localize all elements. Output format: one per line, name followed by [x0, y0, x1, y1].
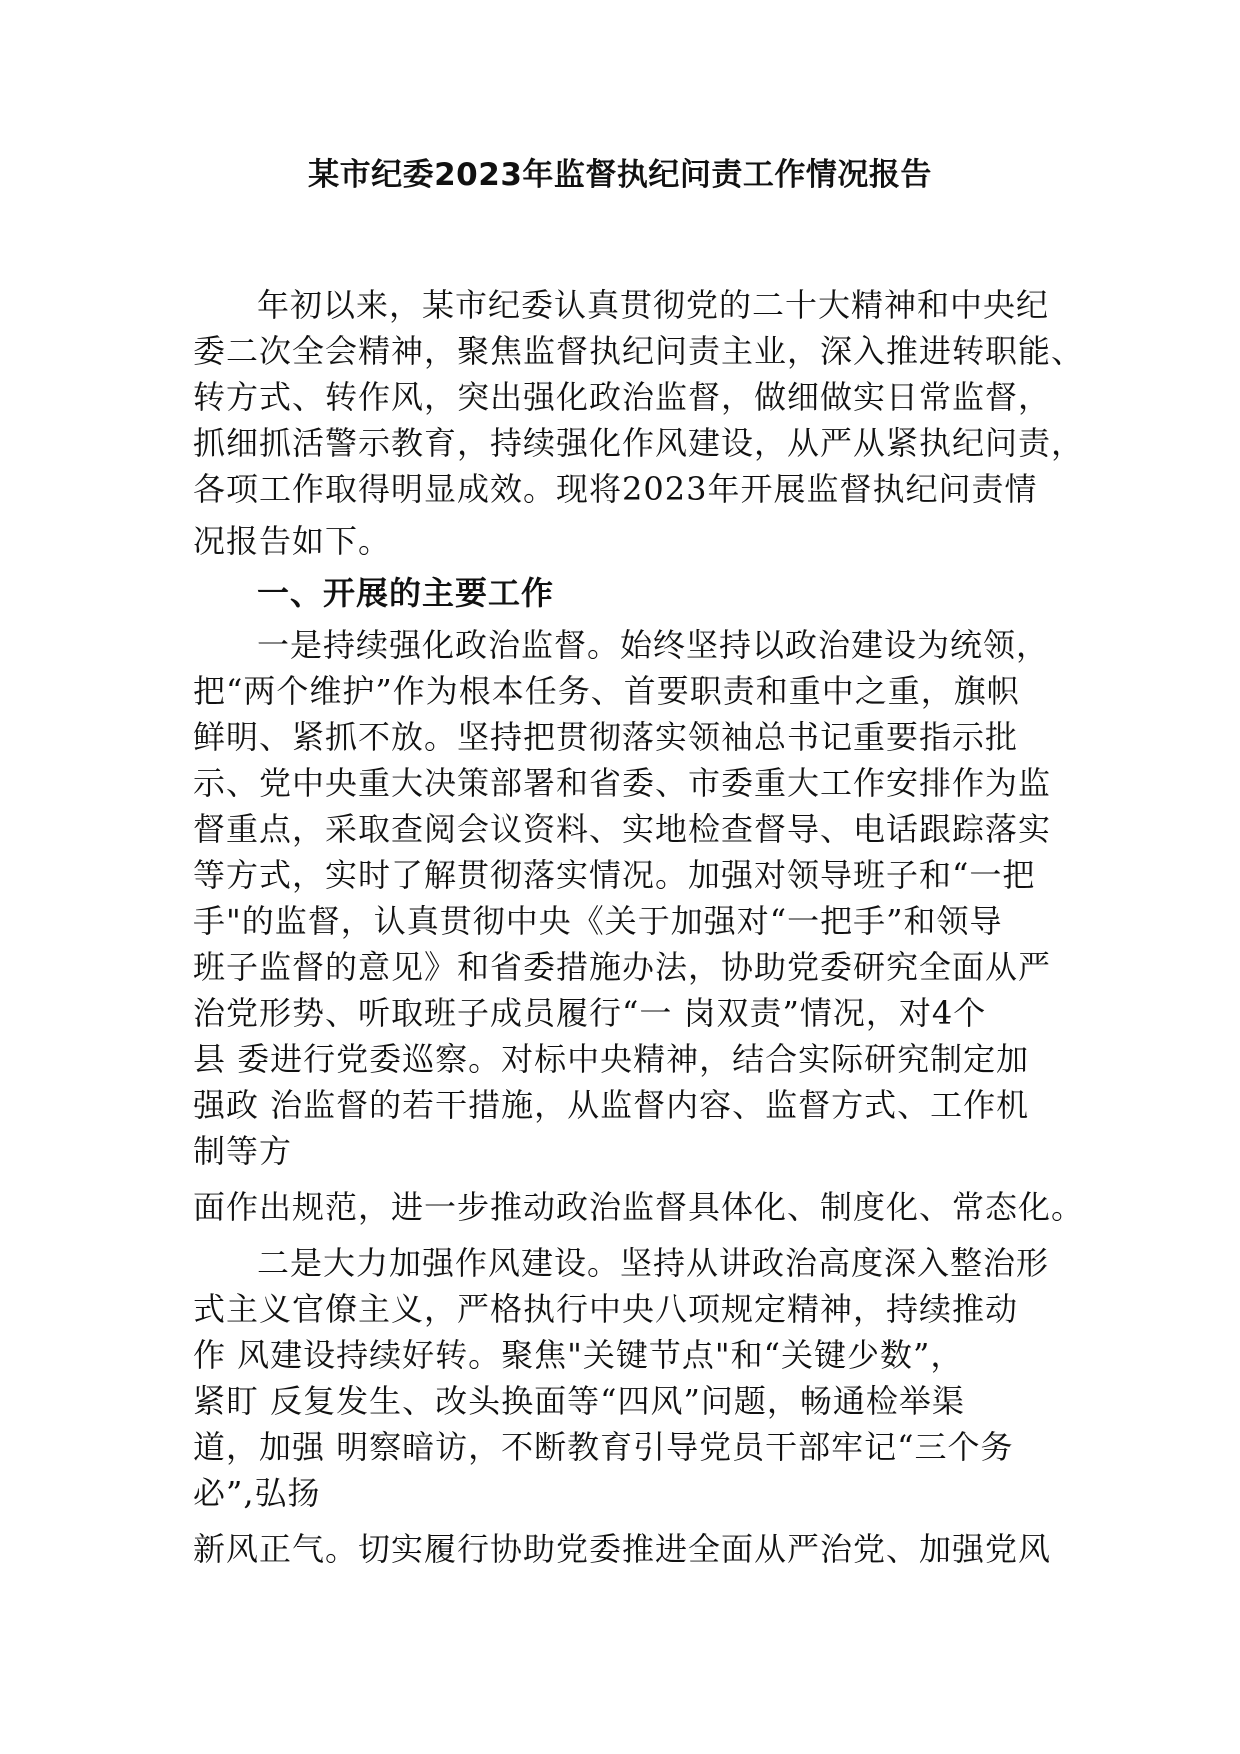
paragraph-1-line-3: 转方式、转作风，突出强化政治监督，做细做实日常监督， [193, 378, 1052, 416]
paragraph-2-line-9: 治党形势、听取班子成员履行“一 岗双责”情况，对4个 [193, 994, 987, 1032]
paragraph-5-line-1: 新风正气。切实履行协助党委推进全面从严治党、加强党风 [193, 1530, 1052, 1568]
paragraph-1-line-5: 各项工作取得明显成效。现将2023年开展监督执纪问责情 [193, 470, 1038, 508]
paragraph-2-line-3: 鲜明、紧抓不放。坚持把贯彻落实领袖总书记重要指示批 [193, 718, 1019, 756]
paragraph-2-line-4: 示、党中央重大决策部署和省委、市委重大工作安排作为监 [193, 764, 1052, 802]
section-heading-1: 一、开展的主要工作 [257, 574, 555, 612]
paragraph-2-line-6: 等方式，实时了解贯彻落实情况。加强对领导班子和“一把 [193, 856, 1036, 894]
paragraph-1-line-6: 况报告如下。 [193, 522, 392, 560]
paragraph-2-line-8: 班子监督的意见》和省委措施办法，协助党委研究全面从严 [193, 948, 1052, 986]
paragraph-4-line-3: 作 风建设持续好转。聚焦"关键节点"和“关键少数”， [193, 1336, 964, 1374]
paragraph-2-line-11: 强政 治监督的若干措施，从监督内容、监督方式、工作机 [193, 1086, 1030, 1124]
paragraph-2-line-1: 一是持续强化政治监督。始终坚持以政治建设为统领， [257, 626, 1050, 664]
paragraph-2-line-7: 手"的监督，认真贯彻中央《关于加强对“一把手”和领导 [193, 902, 1003, 940]
paragraph-2-line-2: 把“两个维护”作为根本任务、首要职责和重中之重，旗帜 [193, 672, 1020, 710]
paragraph-4-line-5: 道，加强 明察暗访，不断教育引导党员干部牢记“三个务 [193, 1428, 1014, 1466]
paragraph-4-line-4: 紧盯 反复发生、改头换面等“四风”问题，畅通检举渠 [193, 1382, 965, 1420]
paragraph-1-line-1: 年初以来，某市纪委认真贯彻党的二十大精神和中央纪 [257, 286, 1050, 324]
paragraph-2-line-5: 督重点，采取查阅会议资料、实地检查督导、电话跟踪落实 [193, 810, 1052, 848]
paragraph-2-line-12: 制等方 [193, 1132, 293, 1170]
document-title: 某市纪委2023年监督执纪问责工作情况报告 [308, 157, 932, 193]
paragraph-2-line-10: 县 委进行党委巡察。对标中央精神，结合实际研究制定加 [193, 1040, 1030, 1078]
paragraph-4-line-6: 必”,弘扬 [193, 1474, 321, 1512]
paragraph-3-line-1: 面作出规范，进一步推动政治监督具体化、制度化、常态化。 [193, 1188, 1085, 1226]
paragraph-4-line-1: 二是大力加强作风建设。坚持从讲政治高度深入整治形 [257, 1244, 1050, 1282]
paragraph-1-line-2: 委二次全会精神，聚焦监督执纪问责主业，深入推进转职能、 [193, 332, 1085, 370]
paragraph-4-line-2: 式主义官僚主义，严格执行中央八项规定精神，持续推动 [193, 1290, 1019, 1328]
paragraph-1-line-4: 抓细抓活警示教育，持续强化作风建设，从严从紧执纪问责， [193, 424, 1085, 462]
